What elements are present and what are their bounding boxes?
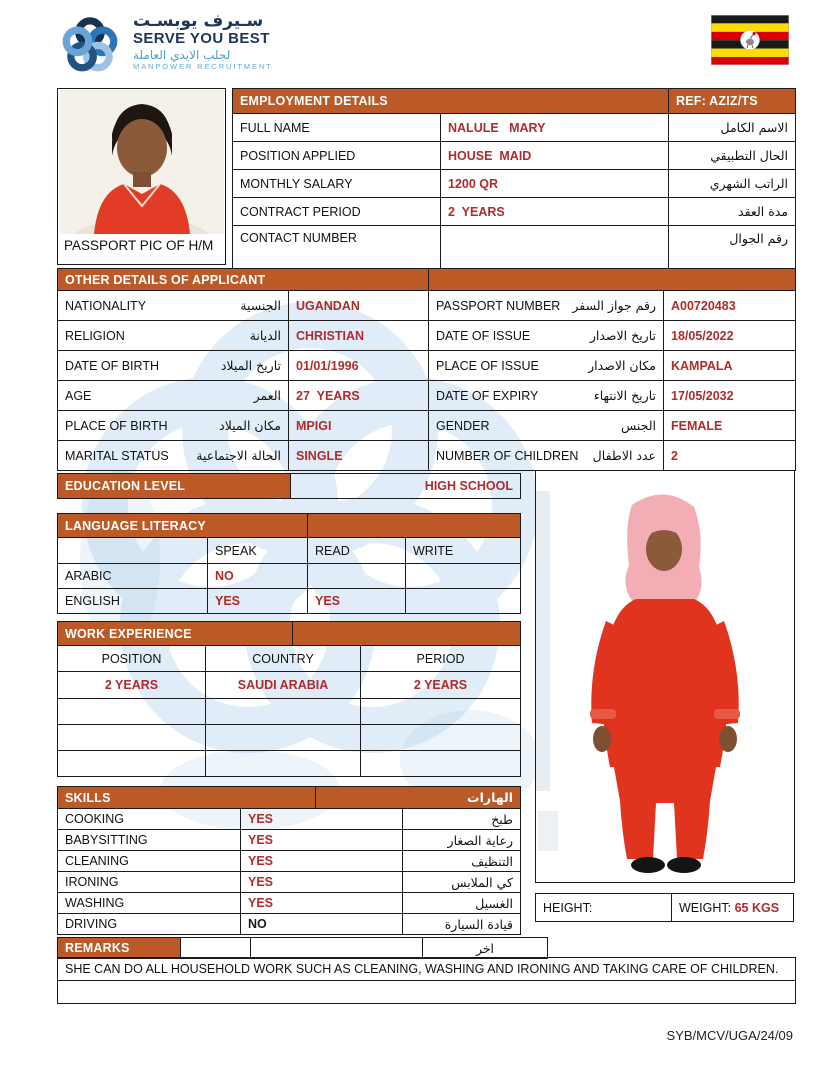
field-value: 2 (664, 441, 796, 471)
weight-label: WEIGHT: (679, 900, 732, 915)
experience-country (206, 725, 361, 751)
field-label-arabic: تاريخ الميلاد (220, 358, 281, 373)
field-value: HOUSE MAID (441, 142, 669, 170)
weight-field (672, 894, 794, 922)
experience-position (58, 699, 206, 725)
other-details-header-spacer (429, 269, 796, 291)
column-header: POSITION (58, 646, 206, 672)
field-label: RELIGION (65, 328, 125, 343)
education-level-value: HIGH SCHOOL (291, 474, 521, 499)
full-body-photo (536, 471, 792, 879)
experience-position: 2 YEARS (58, 672, 206, 699)
experience-period (361, 725, 521, 751)
full-body-photo-box (535, 470, 795, 883)
remarks-empty-cell (181, 938, 251, 959)
other-details-table (57, 268, 796, 471)
experience-position (58, 725, 206, 751)
field-value: CHRISTIAN (289, 321, 429, 351)
field-value: NALULE MARY (441, 114, 669, 142)
field-value: A00720483 (664, 291, 796, 321)
field-label-arabic: عدد الاطفال (592, 448, 656, 463)
passport-photo-box (57, 88, 226, 265)
field-label-arabic: الحالة الاجتماعية (196, 448, 281, 463)
employment-details-table (232, 88, 796, 278)
work-experience-header-spacer (293, 622, 521, 646)
field-value: SINGLE (289, 441, 429, 471)
logo-english-title: SERVE YOU BEST (133, 29, 270, 47)
field-value: 27 YEARS (289, 381, 429, 411)
skill-label-arabic: رعاية الصغار (403, 830, 521, 851)
skill-value: YES (241, 872, 403, 893)
language-label: ENGLISH (58, 589, 208, 614)
skills-header: SKILLS (58, 787, 316, 809)
field-value: 17/05/2032 (664, 381, 796, 411)
column-header: COUNTRY (206, 646, 361, 672)
experience-country (206, 699, 361, 725)
skill-label-arabic: الغسيل (403, 893, 521, 914)
field-label: POSITION APPLIED (233, 142, 441, 170)
work-experience-header: WORK EXPERIENCE (58, 622, 293, 646)
language-literacy-table (57, 513, 521, 614)
literacy-value (406, 589, 521, 614)
field-label-arabic: تاريخ الاصدار (589, 328, 656, 343)
skill-label-arabic: طبخ (403, 809, 521, 830)
field-label: NUMBER OF CHILDREN (436, 448, 579, 463)
remarks-empty-cell (251, 938, 423, 959)
field-label-arabic: مكان الميلاد (219, 418, 281, 433)
column-header: SPEAK (208, 538, 308, 564)
skill-label: IRONING (58, 872, 241, 893)
field-value: 2 YEARS (441, 198, 669, 226)
skill-value: YES (241, 830, 403, 851)
field-label-arabic: مدة العقد (669, 198, 796, 226)
field-label-arabic: الديانة (249, 328, 281, 343)
education-level-label: EDUCATION LEVEL (58, 474, 291, 499)
work-experience-table (57, 621, 521, 777)
field-value: FEMALE (664, 411, 796, 441)
experience-period (361, 751, 521, 777)
field-label: NATIONALITY (65, 298, 147, 313)
height-field (536, 894, 672, 922)
language-literacy-header: LANGUAGE LITERACY (58, 514, 308, 538)
document-reference-code: SYB/MCV/UGA/24/09 (666, 1028, 793, 1043)
skills-table (57, 786, 521, 935)
field-label-arabic: الراتب الشهري (669, 170, 796, 198)
height-label: HEIGHT: (543, 900, 593, 915)
field-label: GENDER (436, 418, 490, 433)
field-label: CONTACT NUMBER (233, 226, 441, 278)
literacy-value (406, 564, 521, 589)
skill-label-arabic: التنظيف (403, 851, 521, 872)
experience-country: SAUDI ARABIA (206, 672, 361, 699)
skill-label-arabic: قيادة السيارة (403, 914, 521, 935)
experience-country (206, 751, 361, 777)
remarks-text: SHE CAN DO ALL HOUSEHOLD WORK SUCH AS CLEANING, WASHING AND IRONING AND TAKING CARE OF CHILDREN. (58, 958, 796, 981)
measurements-table (535, 893, 794, 922)
field-label-arabic: تاريخ الانتهاء (593, 388, 656, 403)
agency-logo (57, 13, 273, 79)
logo-english-subtitle: MANPOWER RECRUITMENT (133, 62, 273, 72)
ref-code: REF: AZIZ/TS (669, 89, 796, 114)
field-label: MONTHLY SALARY (233, 170, 441, 198)
remarks-header: REMARKS (58, 938, 181, 959)
skill-label: DRIVING (58, 914, 241, 935)
field-label: PLACE OF ISSUE (436, 358, 539, 373)
agency-logo-knot-icon (57, 13, 123, 79)
skill-value: YES (241, 809, 403, 830)
field-label: CONTRACT PERIOD (233, 198, 441, 226)
skill-label-arabic: كي الملابس (403, 872, 521, 893)
experience-period (361, 699, 521, 725)
uganda-flag-icon (711, 15, 789, 65)
column-header: READ (308, 538, 406, 564)
literacy-value (308, 564, 406, 589)
language-literacy-header-spacer (308, 514, 521, 538)
field-label: PLACE OF BIRTH (65, 418, 168, 433)
field-value: KAMPALA (664, 351, 796, 381)
logo-arabic-subtitle: لجلب الايدي العاملة (133, 47, 231, 62)
literacy-value: NO (208, 564, 308, 589)
experience-period: 2 YEARS (361, 672, 521, 699)
field-label: AGE (65, 388, 92, 403)
field-label-arabic: الحال التطبيقي (669, 142, 796, 170)
field-label-arabic: العمر (253, 388, 281, 403)
logo-arabic-title: سـيرف يوبسـت (133, 11, 264, 31)
column-header: WRITE (406, 538, 521, 564)
field-label: DATE OF ISSUE (436, 328, 531, 343)
skill-value: NO (241, 914, 403, 935)
experience-position (58, 751, 206, 777)
passport-photo (60, 90, 224, 234)
field-label: MARITAL STATUS (65, 448, 169, 463)
field-label: DATE OF BIRTH (65, 358, 159, 373)
remarks-text-table (57, 957, 796, 1004)
field-label-arabic: الجنس (620, 418, 656, 433)
field-value: 18/05/2022 (664, 321, 796, 351)
field-label: PASSPORT NUMBER (436, 298, 561, 313)
passport-photo-caption: PASSPORT PIC OF H/M (64, 238, 214, 253)
skill-label: WASHING (58, 893, 241, 914)
skill-label: COOKING (58, 809, 241, 830)
field-value: 1200 QR (441, 170, 669, 198)
skill-value: YES (241, 893, 403, 914)
skill-label: CLEANING (58, 851, 241, 872)
employment-details-header: EMPLOYMENT DETAILS (233, 89, 669, 114)
field-label-arabic: الاسم الكامل (669, 114, 796, 142)
field-value: 01/01/1996 (289, 351, 429, 381)
field-label-arabic: رقم جواز السفر (572, 298, 656, 313)
language-label: ARABIC (58, 564, 208, 589)
skills-header-arabic: الهارات (316, 787, 521, 809)
column-header-empty (58, 538, 208, 564)
education-level-row (57, 473, 521, 499)
field-label: FULL NAME (233, 114, 441, 142)
literacy-value: YES (208, 589, 308, 614)
skill-label: BABYSITTING (58, 830, 241, 851)
literacy-value: YES (308, 589, 406, 614)
field-value: MPIGI (289, 411, 429, 441)
column-header: PERIOD (361, 646, 521, 672)
weight-value: 65 KGS (734, 900, 780, 915)
remarks-empty-line (58, 981, 796, 1004)
remarks-header-arabic: اخر (423, 938, 548, 959)
remarks-row (57, 937, 548, 959)
field-label-arabic: الجنسية (240, 298, 281, 313)
other-details-header: OTHER DETAILS OF APPLICANT (58, 269, 429, 291)
field-value: UGANDAN (289, 291, 429, 321)
field-label: DATE OF EXPIRY (436, 388, 539, 403)
skill-value: YES (241, 851, 403, 872)
field-label-arabic: مكان الاصدار (588, 358, 656, 373)
field-label-arabic: رقم الجوال (669, 226, 796, 278)
